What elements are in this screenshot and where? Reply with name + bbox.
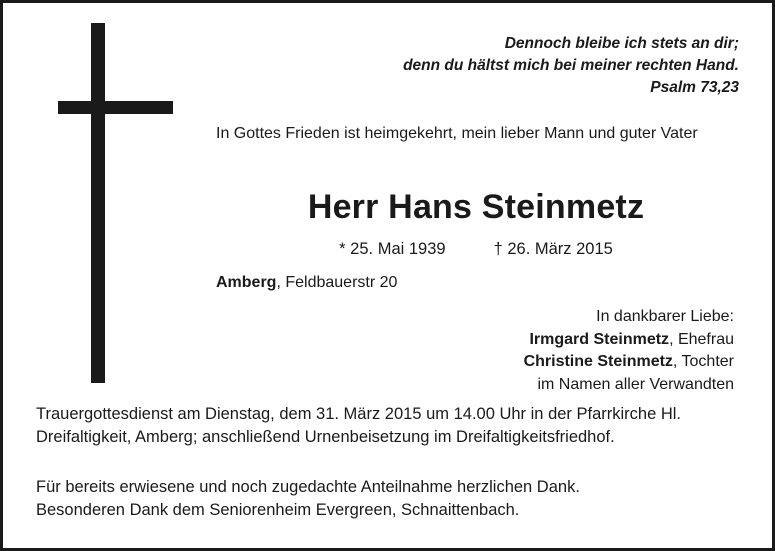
intro-text: In Gottes Frieden ist heimgekehrt, mein lieber Mann und guter Vater — [216, 125, 698, 142]
address-city: Amberg — [216, 274, 277, 291]
cross-vertical-bar — [91, 23, 105, 383]
family-member-name: Irmgard Steinmetz — [529, 330, 670, 348]
bible-verse — [403, 33, 739, 99]
verse-line-2: denn du hältst mich bei meiner rechten Hand. — [403, 57, 739, 74]
address-street: , Feldbauerstr 20 — [276, 274, 398, 291]
birth-date: * 25. Mai 1939 — [339, 240, 446, 258]
thanks-line-1: Für bereits erwiesene und noch zugedachte Anteilnahme herzlichen Dank. — [36, 478, 580, 496]
family-member — [524, 351, 734, 374]
family-member-relation: , Tochter — [672, 353, 734, 371]
obituary-content — [3, 3, 772, 548]
deceased-name: Herr Hans Steinmetz — [307, 188, 645, 226]
death-date: † 26. März 2015 — [493, 240, 613, 258]
life-dates — [216, 240, 736, 259]
thanks-text — [36, 476, 742, 522]
family-member — [524, 329, 734, 352]
cross-horizontal-bar — [58, 101, 173, 114]
verse-line-1: Dennoch bleibe ich stets an dir; — [504, 35, 739, 52]
family-member-name: Christine Steinmetz — [523, 353, 673, 371]
family-member-relation: , Ehefrau — [669, 330, 734, 348]
service-details: Trauergottesdienst am Dienstag, dem 31. März 2015 um 14.00 Uhr in der Pfarrkirche Hl. Dreifaltigkeit, Amberg; anschließend Urnenbeisetzung im Dreifaltigkeitsfriedhof. — [36, 405, 682, 446]
family-closing: im Namen aller Verwandten — [537, 376, 734, 394]
family-block — [524, 306, 734, 397]
thanks-line-2: Besonderen Dank dem Seniorenheim Evergreen, Schnaittenbach. — [36, 500, 520, 519]
verse-reference: Psalm 73,23 — [650, 79, 739, 96]
deceased-address — [216, 274, 397, 292]
family-heading: In dankbarer Liebe: — [596, 308, 734, 325]
cross-icon — [58, 23, 173, 383]
